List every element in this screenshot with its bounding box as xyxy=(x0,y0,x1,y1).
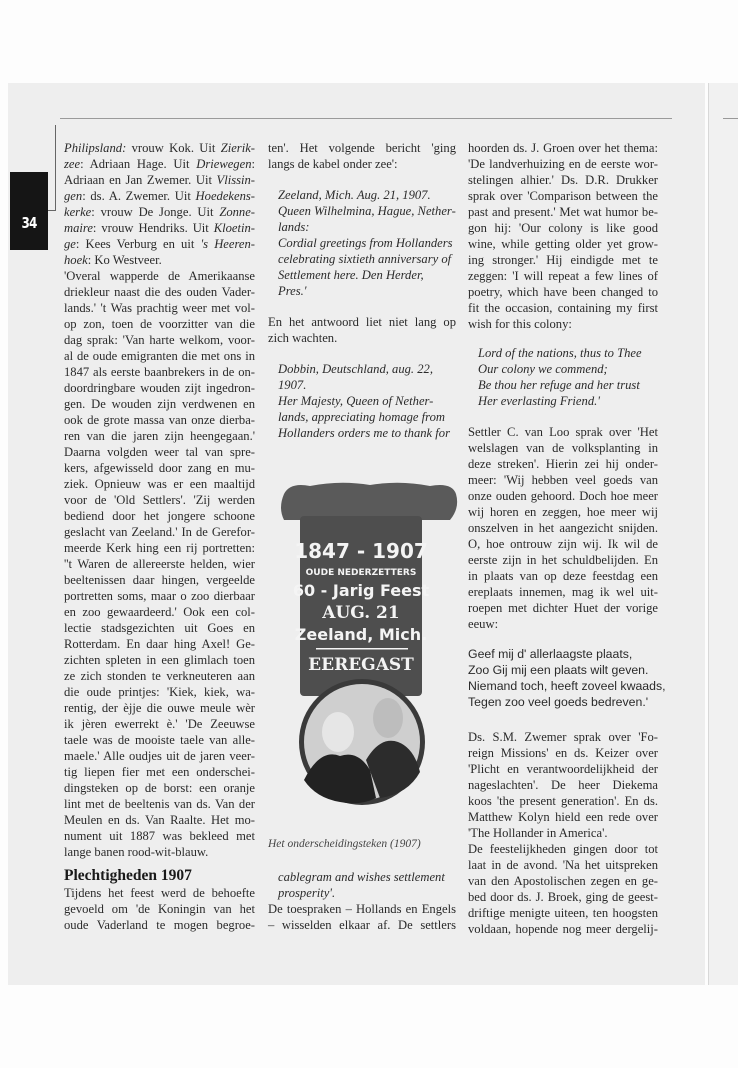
text-line: die oude printjes: 'Kiek, kiek, wa- xyxy=(64,685,255,699)
badge-place: Zeeland, Mich. xyxy=(294,625,428,644)
badge-date: AUG. 21 xyxy=(322,603,400,623)
text-line: dingsteken op de borst: een oranje xyxy=(64,781,255,795)
text-line: kers, afgewisseld door zang en mu- xyxy=(64,461,255,475)
text-line: ''t Waren de allereerste helden, wier xyxy=(64,557,255,571)
badge-title: EEREGAST xyxy=(308,655,414,675)
text-line: ik jèren ewerrekt è.' 'De Zeeuwse xyxy=(64,717,255,731)
text-line: lint met de beeltenis van ds. Van der xyxy=(64,797,255,811)
text-line: Niemand toch, heeft zoveel kwaads, xyxy=(468,679,666,693)
text-line xyxy=(64,140,255,156)
text-line: stelingen alhier.' Ds. D.R. Drukker xyxy=(468,173,658,187)
text-run: Adriaan en Jan Zwemer. Uit xyxy=(64,173,217,187)
paragraph xyxy=(468,140,658,332)
text-run: : Kees Verburg en uit xyxy=(75,237,201,251)
text-line: 1907. xyxy=(278,378,307,392)
text-line: eerste zijn in het schuldbelijden. En xyxy=(468,553,658,567)
text-line: ook de grote massa van onze dierba- xyxy=(64,413,255,427)
portrait-face-right xyxy=(373,698,403,738)
text-line: Geef mij d' allerlaagste plaats, xyxy=(468,647,633,661)
text-line: lands, appreciating homage from xyxy=(278,410,445,424)
text-line: Daarna volgden weer tal van spre- xyxy=(64,445,255,459)
quoted-telegram xyxy=(268,361,466,441)
image-caption: Het onderscheidingsteken (1907) xyxy=(268,838,421,850)
text-line: onze ouden gehoord. Doch hoe meer xyxy=(468,489,658,503)
text-line: reign Missions' en ds. Keizer over xyxy=(468,746,658,760)
badge-photo xyxy=(280,480,460,810)
text-line: 'Plicht en verantwoordelijkheid der xyxy=(468,762,658,776)
text-line: lange banen rood-wit-blauw. xyxy=(64,845,209,859)
text-line: ze zich stonden te verkneuteren aan xyxy=(64,669,255,683)
text-line xyxy=(64,172,255,188)
text-line: roepen met dichter Huet der vorige xyxy=(468,601,658,615)
text-line: lands: xyxy=(278,220,310,234)
text-line: rentig, der èjje die ouwe meule wèr xyxy=(64,701,255,715)
paragraph xyxy=(64,885,255,933)
badge-divider xyxy=(316,648,408,650)
text-line: koos 'the present generation'. En ds. xyxy=(468,794,658,808)
text-line: 'The Hollander in America'. xyxy=(468,826,608,840)
text-line: past and present.' Met wat humor be- xyxy=(468,205,658,219)
text-line: wij horen en zeggen, hoe meer wij xyxy=(468,505,658,519)
text-line: gen. De wouden zijn verdwenen en xyxy=(64,397,255,411)
text-line: portretten soms, maar o zoo dierbaar xyxy=(64,589,255,603)
text-line: prosperity'. xyxy=(278,886,336,900)
text-line xyxy=(64,220,255,236)
text-line: Queen Wilhelmina, Hague, Nether- xyxy=(278,204,456,218)
text-line: wine, while getting older yet grow- xyxy=(468,237,658,251)
text-line: nageslachten'. De heer Diekema xyxy=(468,778,658,792)
quoted-poem xyxy=(468,345,668,409)
text-line: Settlement here. Den Herder, xyxy=(278,268,424,282)
text-line: op zon, toen de voorzitter van die xyxy=(64,317,255,331)
text-line: Hollanders orders me to thank for xyxy=(278,426,450,440)
text-run: vrouw Kok. Uit xyxy=(126,141,221,155)
top-rule xyxy=(60,118,672,119)
italic-place-name: zee xyxy=(64,157,81,171)
quoted-poem-dutch xyxy=(468,646,666,710)
text-line: Zeeland, Mich. Aug. 21, 1907. xyxy=(278,188,431,202)
text-line: deze streken'. Hierin zei hij onder- xyxy=(468,457,658,471)
page-number: 34 xyxy=(21,214,37,232)
paragraph xyxy=(64,268,255,860)
text-line: Pres.' xyxy=(278,284,307,298)
text-run: : vrouw Hendriks. Uit xyxy=(92,221,214,235)
text-line: Her Majesty, Queen of Nether- xyxy=(278,394,434,408)
text-line: tig liepen fier met een onderschei- xyxy=(64,765,255,779)
text-line: hoorden ds. J. Groen over het thema: xyxy=(468,141,658,155)
text-line xyxy=(64,204,255,220)
text-line: wish for this colony: xyxy=(468,317,572,331)
italic-place-name: Zierik- xyxy=(220,141,255,155)
text-line: geslacht van Zeeland.' In de Gerefor- xyxy=(64,525,255,539)
italic-place-name: Kloetin- xyxy=(213,221,255,235)
text-line: langs de kabel onder zee': xyxy=(268,157,398,171)
text-run: : Adriaan Hage. Uit xyxy=(80,157,197,171)
text-run: : ds. A. Zwemer. Uit xyxy=(82,189,196,203)
paragraph xyxy=(268,314,456,346)
paragraph xyxy=(268,140,456,172)
text-line: ren van die jaren zijn heengegaan.' xyxy=(64,429,255,443)
text-line: Rotterdam. En daar hing Axel! Ge- xyxy=(64,637,255,651)
quoted-telegram xyxy=(268,187,466,299)
text-line: Tegen zoo veel goeds bedreven.' xyxy=(468,695,649,709)
badge-bar xyxy=(281,483,457,520)
italic-place-name: 's Heeren- xyxy=(200,237,255,251)
text-line: taele was de mooiste taele van alle- xyxy=(64,733,255,747)
text-line: driftige menigte uiteen, ten hoogsten xyxy=(468,906,658,920)
badge-text: 60 - Jarig Feest xyxy=(292,581,430,600)
text-line: dag sprak: 'Van harte welkom, voor- xyxy=(64,333,255,347)
text-line: oude Vaderland te mogen begroe- xyxy=(64,918,255,932)
text-line: meer: 'Wij hebben veel goeds van xyxy=(468,473,658,487)
text-line: ing stronger.' Hij eindigde met te xyxy=(468,253,658,267)
italic-place-name: ge xyxy=(64,237,76,251)
text-line: voor de 'Old Settlers'. 'Zij werden xyxy=(64,493,255,507)
text-line: 'Overal wapperde de Amerikaanse xyxy=(64,269,255,283)
text-line: en zoo gewaardeerd.' Ook een col- xyxy=(64,605,255,619)
paragraph xyxy=(64,140,255,268)
italic-place-name: Philipsland: xyxy=(64,141,127,155)
text-line: ten'. Het volgende bericht 'ging xyxy=(268,141,456,155)
text-line: Lord of the nations, thus to Thee xyxy=(478,346,642,360)
text-line: De feestelijkheden gingen door tot xyxy=(468,842,658,856)
text-line: doordringbare wouden zijt ingedron- xyxy=(64,381,255,395)
text-line xyxy=(64,236,255,252)
text-line: zich wachten. xyxy=(268,331,338,345)
text-line: al de oude emigranten die met ons in xyxy=(64,349,255,363)
text-line: De toespraken – Hollands en Engels xyxy=(268,902,456,916)
text-line: lands.' 't Was prachtig weer met vol- xyxy=(64,301,255,315)
facing-page-edge xyxy=(708,83,738,985)
text-line: bediend door het jongere schoone xyxy=(64,509,255,523)
paragraph xyxy=(468,424,658,632)
text-line: Matthew Kolyn hield een rede over xyxy=(468,810,658,824)
text-line: Meulen en ds. Van Raalte. Het mo- xyxy=(64,813,255,827)
text-line: O, hoe ontrouw zijn wij. Ik wil de xyxy=(468,537,658,551)
page-number-tab xyxy=(10,172,48,250)
text-line: gon hij: 'Our colony is like good xyxy=(468,221,658,235)
italic-place-name: Zonne- xyxy=(219,205,255,219)
text-line: voldaan, hopende nog meer dergelij- xyxy=(468,922,658,936)
paragraph xyxy=(268,901,456,933)
text-line: Settler C. van Loo sprak over 'Het xyxy=(468,425,658,439)
margin-rule xyxy=(55,125,56,211)
italic-place-name: Driewegen xyxy=(196,157,252,171)
text-line xyxy=(64,252,255,268)
italic-place-name: hoek xyxy=(64,253,88,267)
text-run: : xyxy=(251,157,255,171)
text-run: : Ko Westveer. xyxy=(87,253,162,267)
text-line: En het antwoord liet niet lang op xyxy=(268,315,456,329)
text-line: welslagen van de volksplanting in xyxy=(468,441,658,455)
text-line xyxy=(64,188,255,204)
portrait-face-left xyxy=(322,712,354,752)
italic-place-name: kerke xyxy=(64,205,92,219)
text-line: eeuw: xyxy=(468,617,499,631)
text-line: laat in de avond. 'Na het uitspreken xyxy=(468,858,658,872)
text-line: lectie stadsgezichten uit Goes en xyxy=(64,621,255,635)
text-line: Her everlasting Friend.' xyxy=(478,394,600,408)
text-line: Our colony we commend; xyxy=(478,362,608,376)
section-heading: Plechtigheden 1907 xyxy=(64,867,192,884)
text-line: zeggen: 'I will repeat a few lines of xyxy=(468,269,658,283)
italic-place-name: maire xyxy=(64,221,93,235)
text-run: : vrouw De Jonge. Uit xyxy=(91,205,220,219)
text-line: ereplaats innemen, mag ik wel uit- xyxy=(468,585,658,599)
text-line: van den Apostolischen zegen en ge- xyxy=(468,874,658,888)
text-line: 1847 als eerste baanbrekers in de on- xyxy=(64,365,255,379)
text-line: – wisselden elkaar af. De settlers xyxy=(268,918,456,932)
text-line: cablegram and wishes settlement xyxy=(278,870,445,884)
italic-place-name: gen xyxy=(64,189,83,203)
text-line: in plaats van op deze feestdag een xyxy=(468,569,658,583)
text-line: driekleur naast die des ouden Vader- xyxy=(64,285,255,299)
facing-page-rule xyxy=(723,118,738,119)
text-line: Ds. S.M. Zwemer sprak over 'Fo- xyxy=(468,730,658,744)
text-line xyxy=(64,156,255,172)
text-line: 'De landverhuizing en de eerste wor- xyxy=(468,157,658,171)
text-line: Dobbin, Deutschland, aug. 22, xyxy=(278,362,433,376)
text-line: meerde Kerk hing een rij portretten: xyxy=(64,541,255,555)
text-line: fit the occasion, containing my first xyxy=(468,301,658,315)
quoted-telegram xyxy=(268,869,466,901)
text-line: nument uit 1887 was bekleed met xyxy=(64,829,255,843)
badge-years: 1847 - 1907 xyxy=(294,539,428,563)
text-line: Tijdens het feest werd de behoefte xyxy=(64,886,255,900)
text-line: sprak over 'Comparison between the xyxy=(468,189,658,203)
text-line: onszelven in het aangezicht snijden. xyxy=(468,521,658,535)
text-line: beeltenissen daar hingen, vergeelde xyxy=(64,573,255,587)
text-line: celebrating sixtieth anniversary of xyxy=(278,252,452,266)
text-line: Be thou her refuge and her trust xyxy=(478,378,640,392)
text-line: zichten spleten in een glimlach toen xyxy=(64,653,255,667)
italic-place-name: Vlissin- xyxy=(216,173,255,187)
text-line: poetry, which have been changed to xyxy=(468,285,658,299)
text-line: gevoeld om 'de Koningin van het xyxy=(64,902,255,916)
italic-place-name: Hoedekens- xyxy=(195,189,255,203)
paragraph xyxy=(468,729,658,841)
text-line: Cordial greetings from Hollanders xyxy=(278,236,453,250)
text-line: Zoo Gij mij een plaats wilt geven. xyxy=(468,663,649,677)
badge-text: OUDE NEDERZETTERS xyxy=(305,568,417,578)
text-line: bed door ds. J. Broek, ging de geest- xyxy=(468,890,658,904)
text-line: maele.' Alle oudjes uit de jaren veer- xyxy=(64,749,255,763)
text-line: ziek. Opnieuw was er een maaltijd xyxy=(64,477,255,491)
paragraph xyxy=(468,841,658,937)
